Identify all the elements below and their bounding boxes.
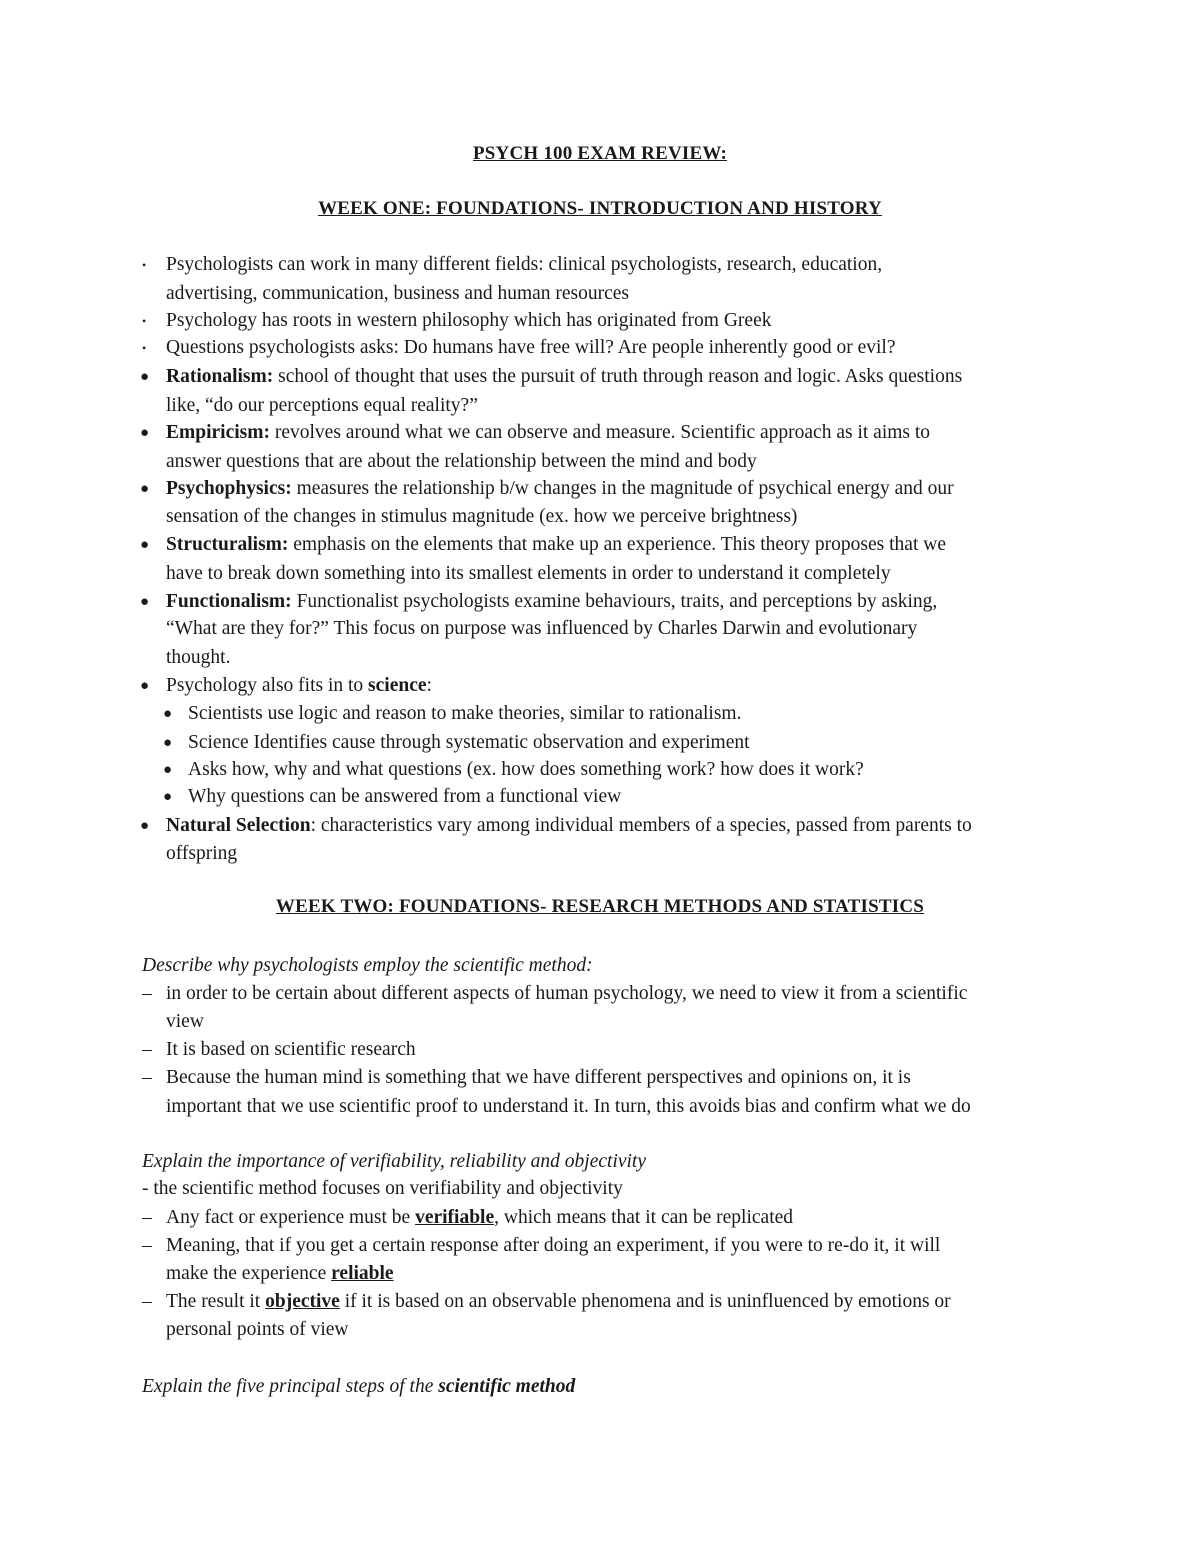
document-title: PSYCH 100 EXAM REVIEW:: [472, 143, 728, 164]
term-definition: measures the relationship b/w changes in the magnitude of psychical energy and our: [291, 478, 954, 499]
list-item: [166, 588, 937, 616]
question-heading: [142, 1373, 575, 1401]
bullet-icon: •: [142, 314, 147, 328]
list-item: [166, 531, 946, 559]
dash-item: in order to be certain about different aspects of human psychology, we need to view it from a scientific: [166, 983, 968, 1004]
dash-text: if it is based on an observable phenomena and is uninfluenced by emotions or: [339, 1291, 951, 1312]
list-item: [166, 812, 972, 840]
list-text: Psychology also fits in to: [166, 675, 369, 696]
term-natural-selection: Natural Selection: [166, 815, 311, 836]
list-item-continuation: thought.: [166, 647, 231, 668]
question-text: Explain the five principal steps of the: [142, 1376, 439, 1397]
list-item-continuation: offspring: [166, 843, 238, 864]
list-item: Psychologists can work in many different fields: clinical psychologists, research, education,: [166, 254, 883, 275]
week-one-heading: WEEK ONE: FOUNDATIONS- INTRODUCTION AND HISTORY: [318, 198, 882, 219]
dash-item: [166, 1288, 951, 1316]
dash-icon: –: [142, 1207, 152, 1228]
term-functionalism: Functionalism:: [166, 591, 292, 612]
list-item-continuation: sensation of the changes in stimulus magnitude (ex. how we perceive brightness): [166, 506, 798, 527]
dash-icon: –: [142, 983, 152, 1004]
term-science: science: [368, 675, 427, 696]
dash-icon: –: [142, 1039, 152, 1060]
term-definition: Functionalist psychologists examine behaviours, traits, and perceptions by asking,: [291, 591, 938, 612]
list-item-continuation: “What are they for?” This focus on purpose was influenced by Charles Darwin and evolutionary: [166, 618, 918, 639]
term-definition: emphasis on the elements that make up an experience. This theory proposes that we: [288, 534, 946, 555]
dash-item: Because the human mind is something that we have different perspectives and opinions on, it is: [166, 1067, 911, 1088]
question-intro: - the scientific method focuses on verifiability and objectivity: [142, 1178, 623, 1199]
term-definition: revolves around what we can observe and measure. Scientific approach as it aims to: [269, 422, 931, 443]
list-item: [166, 475, 954, 503]
dash-item: [166, 1204, 793, 1232]
dash-item-continuation: [166, 1260, 394, 1288]
question-heading: Explain the importance of verifiability, reliability and objectivity: [142, 1151, 647, 1172]
dash-icon: –: [142, 1291, 152, 1312]
sub-list-item: Scientists use logic and reason to make theories, similar to rationalism.: [188, 703, 742, 724]
dash-item-continuation: view: [166, 1011, 204, 1032]
list-item: [166, 672, 432, 700]
term-rationalism: Rationalism:: [166, 366, 274, 387]
term-reliable: reliable: [331, 1263, 394, 1284]
list-item-continuation: advertising, communication, business and human resources: [166, 283, 630, 304]
term-scientific-method: scientific method: [438, 1376, 576, 1397]
sub-bullet-icon: ●: [163, 762, 173, 778]
sub-bullet-icon: ●: [163, 706, 173, 722]
term-definition: school of thought that uses the pursuit of truth through reason and logic. Asks questions: [273, 366, 963, 387]
list-item: Psychology has roots in western philosophy which has originated from Greek: [166, 310, 772, 331]
bullet-icon: ●: [140, 594, 150, 610]
dash-item: It is based on scientific research: [166, 1039, 416, 1060]
list-item: [166, 419, 930, 447]
dash-icon: –: [142, 1235, 152, 1256]
list-text: :: [426, 675, 432, 696]
bullet-icon: ●: [140, 425, 150, 441]
sub-bullet-icon: ●: [163, 735, 173, 751]
bullet-icon: •: [142, 341, 147, 355]
list-item-continuation: answer questions that are about the relationship between the mind and body: [166, 451, 757, 472]
list-item: [166, 363, 962, 391]
list-item-continuation: have to break down something into its smallest elements in order to understand it completely: [166, 563, 891, 584]
bullet-icon: ●: [140, 818, 150, 834]
bullet-icon: ●: [140, 481, 150, 497]
bullet-icon: •: [142, 258, 147, 272]
term-structuralism: Structuralism:: [166, 534, 289, 555]
dash-item-continuation: important that we use scientific proof to understand it. In turn, this avoids bias and confirm what we do: [166, 1096, 971, 1117]
list-item: Questions psychologists asks: Do humans have free will? Are people inherently good or evil?: [166, 337, 896, 358]
bullet-icon: ●: [140, 537, 150, 553]
dash-text: The result it: [166, 1291, 266, 1312]
bullet-icon: ●: [140, 369, 150, 385]
week-two-heading: WEEK TWO: FOUNDATIONS- RESEARCH METHODS AND STATISTICS: [275, 896, 925, 917]
dash-icon: –: [142, 1067, 152, 1088]
term-definition: : characteristics vary among individual members of a species, passed from parents to: [310, 815, 972, 836]
sub-bullet-icon: ●: [163, 789, 173, 805]
list-item-continuation: like, “do our perceptions equal reality?”: [166, 395, 478, 416]
dash-text: , which means that it can be replicated: [494, 1207, 794, 1228]
bullet-icon: ●: [140, 678, 150, 694]
term-empiricism: Empiricism:: [166, 422, 270, 443]
term-objective: objective: [265, 1291, 340, 1312]
sub-list-item: Science Identifies cause through systematic observation and experiment: [188, 732, 750, 753]
dash-text: Any fact or experience must be: [166, 1207, 416, 1228]
dash-text: make the experience: [166, 1263, 332, 1284]
question-heading: Describe why psychologists employ the scientific method:: [142, 955, 593, 976]
term-psychophysics: Psychophysics:: [166, 478, 292, 499]
term-verifiable: verifiable: [415, 1207, 495, 1228]
dash-item: Meaning, that if you get a certain response after doing an experiment, if you were to re-do it, it will: [166, 1235, 941, 1256]
sub-list-item: Why questions can be answered from a functional view: [188, 786, 622, 807]
dash-item-continuation: personal points of view: [166, 1319, 349, 1340]
sub-list-item: Asks how, why and what questions (ex. how does something work? how does it work?: [188, 759, 864, 780]
